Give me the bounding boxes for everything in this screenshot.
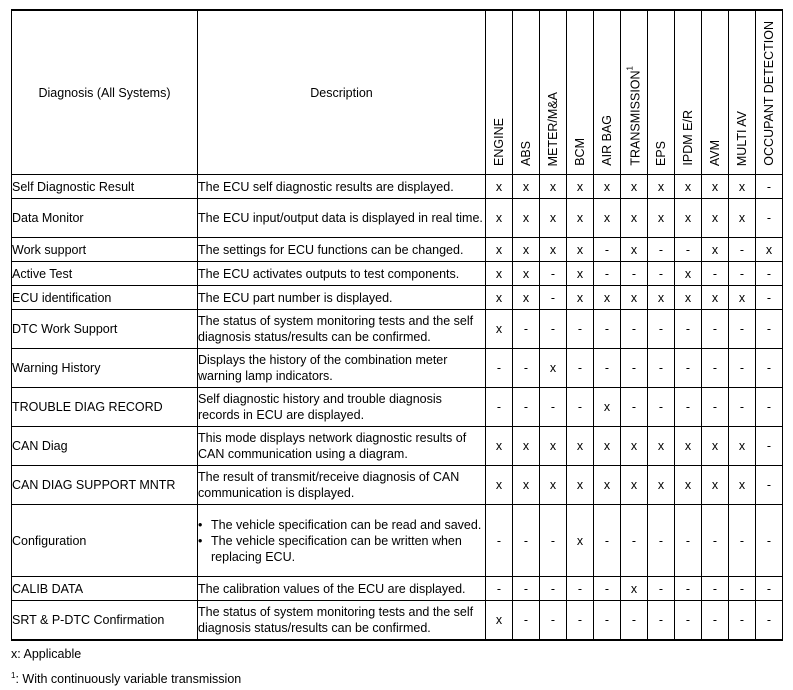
row-diagnosis-name: CALIB DATA <box>12 577 198 601</box>
applicability-mark: x <box>702 286 729 310</box>
applicability-mark: x <box>567 466 594 505</box>
applicability-mark: - <box>540 577 567 601</box>
row-description: This mode displays network diagnostic results of CAN communication using a diagram. <box>198 427 486 466</box>
table-row <box>12 577 783 601</box>
applicability-mark: - <box>756 310 783 349</box>
applicability-mark: - <box>729 310 756 349</box>
applicability-mark: - <box>513 601 540 640</box>
applicability-mark: x <box>594 388 621 427</box>
table-row <box>12 262 783 286</box>
applicability-mark: x <box>702 199 729 238</box>
applicability-mark: - <box>756 349 783 388</box>
applicability-mark: - <box>729 577 756 601</box>
applicability-mark: - <box>756 388 783 427</box>
applicability-mark: x <box>594 286 621 310</box>
applicability-mark: x <box>486 262 513 286</box>
applicability-mark: - <box>567 349 594 388</box>
system-header-avm: AVM <box>702 10 729 175</box>
applicability-mark: x <box>675 466 702 505</box>
applicability-mark: - <box>756 577 783 601</box>
applicability-mark: x <box>540 199 567 238</box>
applicability-mark: - <box>756 286 783 310</box>
applicability-mark: x <box>702 238 729 262</box>
table-row <box>12 286 783 310</box>
row-diagnosis-name: Data Monitor <box>12 199 198 238</box>
applicability-mark: - <box>648 505 675 577</box>
applicability-mark: x <box>513 175 540 199</box>
row-description <box>198 505 486 577</box>
applicability-mark: x <box>621 577 648 601</box>
applicability-mark: x <box>621 175 648 199</box>
applicability-mark: x <box>729 466 756 505</box>
applicability-mark: - <box>486 388 513 427</box>
footnote-marker: 1 <box>625 66 635 71</box>
applicability-mark: - <box>594 238 621 262</box>
applicability-mark: x <box>675 286 702 310</box>
applicability-mark: - <box>594 349 621 388</box>
applicability-mark: - <box>513 349 540 388</box>
applicability-mark: - <box>594 262 621 286</box>
system-header-ipdm: IPDM E/R <box>675 10 702 175</box>
row-description: The status of system monitoring tests and the self diagnosis status/results can be confirmed. <box>198 601 486 640</box>
applicability-mark: - <box>621 601 648 640</box>
table-body <box>12 175 783 640</box>
applicability-mark: x <box>540 349 567 388</box>
applicability-mark: x <box>513 286 540 310</box>
applicability-mark: x <box>567 286 594 310</box>
applicability-mark: x <box>486 286 513 310</box>
table-row <box>12 505 783 577</box>
applicability-mark: x <box>567 175 594 199</box>
applicability-mark: x <box>621 466 648 505</box>
applicability-mark: x <box>729 175 756 199</box>
row-diagnosis-name: Configuration <box>12 505 198 577</box>
applicability-mark: - <box>675 505 702 577</box>
applicability-mark: - <box>756 466 783 505</box>
system-header-airbag: AIR BAG <box>594 10 621 175</box>
applicability-mark: x <box>567 505 594 577</box>
applicability-mark: x <box>513 238 540 262</box>
applicability-mark: x <box>513 199 540 238</box>
system-header-bcm: BCM <box>567 10 594 175</box>
applicability-mark: - <box>594 601 621 640</box>
description-header: Description <box>198 10 486 175</box>
applicability-mark: - <box>729 238 756 262</box>
applicability-mark: x <box>594 466 621 505</box>
applicability-mark: - <box>513 505 540 577</box>
row-description: The ECU input/output data is displayed in real time. <box>198 199 486 238</box>
applicability-mark: x <box>675 427 702 466</box>
system-header-transmission: TRANSMISSION$^1$ <box>621 10 648 175</box>
applicability-mark: - <box>675 310 702 349</box>
applicability-mark: x <box>675 262 702 286</box>
system-header-engine: ENGINE <box>486 10 513 175</box>
system-header-meter: METER/M&A <box>540 10 567 175</box>
applicability-mark: - <box>702 601 729 640</box>
applicability-mark: - <box>540 286 567 310</box>
table-row <box>12 310 783 349</box>
applicability-mark: x <box>513 466 540 505</box>
applicability-mark: - <box>540 601 567 640</box>
applicability-mark: x <box>486 310 513 349</box>
row-diagnosis-name: TROUBLE DIAG RECORD <box>12 388 198 427</box>
notes <box>11 644 241 690</box>
applicability-mark: - <box>567 577 594 601</box>
description-bullets <box>198 517 485 565</box>
applicability-mark: - <box>648 349 675 388</box>
row-description: The calibration values of the ECU are displayed. <box>198 577 486 601</box>
applicability-mark: - <box>702 388 729 427</box>
applicability-mark: x <box>594 199 621 238</box>
row-description: The result of transmit/receive diagnosis of CAN communication is displayed. <box>198 466 486 505</box>
applicability-mark: - <box>567 310 594 349</box>
row-description: Self diagnostic history and trouble diagnosis records in ECU are displayed. <box>198 388 486 427</box>
applicability-mark: x <box>594 427 621 466</box>
applicability-mark: - <box>702 262 729 286</box>
applicability-mark: x <box>621 199 648 238</box>
diagnosis-table <box>11 9 783 641</box>
applicability-mark: - <box>702 310 729 349</box>
applicability-mark: - <box>594 505 621 577</box>
system-header-eps: EPS <box>648 10 675 175</box>
applicability-mark: - <box>648 577 675 601</box>
applicability-mark: x <box>648 199 675 238</box>
applicability-mark: - <box>756 175 783 199</box>
applicability-mark: - <box>729 505 756 577</box>
applicability-mark: - <box>621 505 648 577</box>
row-diagnosis-name: CAN DIAG SUPPORT MNTR <box>12 466 198 505</box>
applicability-mark: x <box>702 466 729 505</box>
row-diagnosis-name: Active Test <box>12 262 198 286</box>
applicability-mark: x <box>567 199 594 238</box>
table-row <box>12 388 783 427</box>
row-diagnosis-name: SRT & P-DTC Confirmation <box>12 601 198 640</box>
description-bullet: • The vehicle specification can be written when replacing ECU. <box>198 533 485 565</box>
table-row <box>12 427 783 466</box>
applicability-mark: - <box>729 349 756 388</box>
applicability-mark: - <box>675 601 702 640</box>
applicability-mark: - <box>702 505 729 577</box>
applicability-mark: x <box>567 238 594 262</box>
row-diagnosis-name: ECU identification <box>12 286 198 310</box>
row-description: The ECU part number is displayed. <box>198 286 486 310</box>
applicability-mark: x <box>540 238 567 262</box>
applicability-mark: x <box>486 466 513 505</box>
applicability-mark: x <box>594 175 621 199</box>
applicability-mark: - <box>540 310 567 349</box>
applicability-mark: - <box>486 349 513 388</box>
applicability-mark: x <box>567 262 594 286</box>
applicability-mark: - <box>702 349 729 388</box>
row-description: The status of system monitoring tests and the self diagnosis status/results can be confirmed. <box>198 310 486 349</box>
applicability-mark: - <box>594 577 621 601</box>
applicability-mark: - <box>648 238 675 262</box>
applicability-mark: - <box>729 262 756 286</box>
applicability-mark: x <box>621 427 648 466</box>
applicability-mark: x <box>702 175 729 199</box>
applicability-mark: x <box>621 286 648 310</box>
diagnosis-header: Diagnosis (All Systems) <box>12 10 198 175</box>
footnote: $^1$: With continuously variable transmission <box>11 671 242 687</box>
applicability-mark: x <box>621 238 648 262</box>
applicability-mark: - <box>756 262 783 286</box>
applicability-mark: x <box>702 427 729 466</box>
applicability-mark: - <box>675 238 702 262</box>
applicability-mark: - <box>486 505 513 577</box>
applicability-mark: - <box>567 388 594 427</box>
applicability-mark: x <box>567 427 594 466</box>
applicability-mark: - <box>648 388 675 427</box>
applicability-mark: - <box>756 427 783 466</box>
applicable-note: x: Applicable <box>11 647 82 661</box>
applicability-mark: - <box>540 262 567 286</box>
row-description: The ECU self diagnostic results are displayed. <box>198 175 486 199</box>
table-row <box>12 238 783 262</box>
system-header-abs: ABS <box>513 10 540 175</box>
applicability-mark: x <box>486 238 513 262</box>
table-row <box>12 466 783 505</box>
applicability-mark: x <box>756 238 783 262</box>
applicability-mark: - <box>621 310 648 349</box>
applicability-mark: x <box>648 427 675 466</box>
applicability-mark: - <box>540 388 567 427</box>
system-header-occupant: OCCUPANT DETECTION <box>756 10 783 175</box>
applicability-mark: x <box>648 175 675 199</box>
applicability-mark: x <box>729 427 756 466</box>
applicability-mark: - <box>621 349 648 388</box>
applicability-mark: - <box>540 505 567 577</box>
applicability-mark: x <box>486 199 513 238</box>
table-row <box>12 199 783 238</box>
applicability-mark: x <box>513 262 540 286</box>
applicability-mark: x <box>729 199 756 238</box>
applicability-mark: x <box>540 427 567 466</box>
row-description: The ECU activates outputs to test components. <box>198 262 486 286</box>
row-diagnosis-name: CAN Diag <box>12 427 198 466</box>
applicability-mark: x <box>486 601 513 640</box>
applicability-mark: - <box>594 310 621 349</box>
applicability-mark: x <box>675 199 702 238</box>
applicability-mark: - <box>513 577 540 601</box>
row-diagnosis-name: DTC Work Support <box>12 310 198 349</box>
row-diagnosis-name: Warning History <box>12 349 198 388</box>
table-row <box>12 349 783 388</box>
applicability-mark: - <box>648 262 675 286</box>
applicability-mark: - <box>756 601 783 640</box>
applicability-mark: x <box>648 466 675 505</box>
applicability-mark: - <box>648 310 675 349</box>
applicability-mark: - <box>621 388 648 427</box>
description-bullet: • The vehicle specification can be read and saved. <box>198 517 485 533</box>
table-row <box>12 601 783 640</box>
applicability-mark: - <box>756 199 783 238</box>
applicability-mark: - <box>756 505 783 577</box>
applicability-mark: x <box>729 286 756 310</box>
system-header-multiav: MULTI AV <box>729 10 756 175</box>
applicability-mark: x <box>540 466 567 505</box>
applicability-mark: - <box>486 577 513 601</box>
applicability-mark: - <box>675 577 702 601</box>
header-row <box>12 10 783 175</box>
applicability-mark: - <box>621 262 648 286</box>
row-diagnosis-name: Work support <box>12 238 198 262</box>
applicability-mark: - <box>675 349 702 388</box>
applicability-mark: x <box>648 286 675 310</box>
applicability-mark: - <box>513 310 540 349</box>
applicability-mark: x <box>675 175 702 199</box>
applicability-mark: x <box>513 427 540 466</box>
table-row <box>12 175 783 199</box>
applicability-mark: - <box>729 388 756 427</box>
applicability-mark: - <box>702 577 729 601</box>
applicability-mark: - <box>729 601 756 640</box>
row-description: The settings for ECU functions can be changed. <box>198 238 486 262</box>
applicability-mark: - <box>675 388 702 427</box>
applicability-mark: - <box>648 601 675 640</box>
applicability-mark: x <box>486 427 513 466</box>
row-diagnosis-name: Self Diagnostic Result <box>12 175 198 199</box>
applicability-mark: x <box>540 175 567 199</box>
applicability-mark: - <box>513 388 540 427</box>
applicability-mark: x <box>486 175 513 199</box>
row-description: Displays the history of the combination meter warning lamp indicators. <box>198 349 486 388</box>
applicability-mark: - <box>567 601 594 640</box>
